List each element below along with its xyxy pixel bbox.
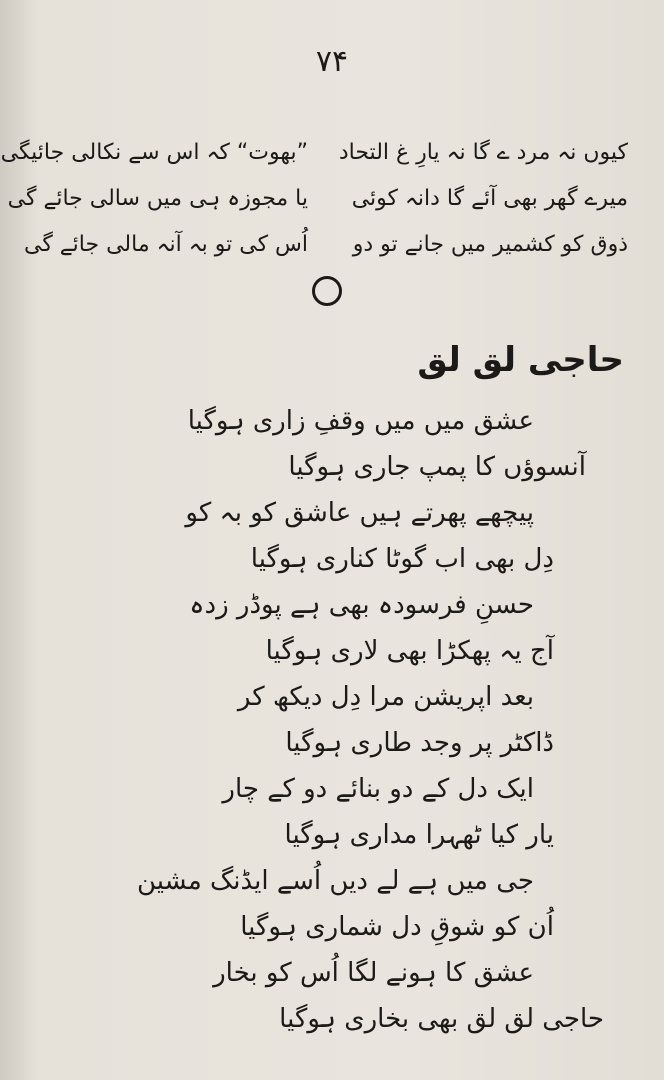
poem-line: حسنِ فرسودہ بھی ہے پوڈر زدہ [189,590,534,620]
poem-line: یار کیا ٹھہرا مداری ہوگیا [284,820,554,850]
verse-line: ذوق کو کشمیر میں جانے تو دو [352,232,628,257]
poem-line: ایک دل کے دو بنائے دو کے چار [222,774,534,804]
verse-line: کیوں نہ مرد ے گا نہ یارِ غ التحاد [338,140,628,165]
verse-line: ”بھوت“ کہ اس سے نکالی جائیگی [0,140,308,165]
poem-line: پیچھے پھرتے ہیں عاشق کو بہ کو [185,498,534,528]
top-stanza-right-column [338,130,628,268]
poem-line: عشق کا ہونے لگا اُس کو بخار [213,958,534,988]
poem-line: دِل بھی اب گوٹا کناری ہوگیا [250,544,554,574]
verse-line: یا مجوزہ ہی میں سالی جائے گی [7,186,308,211]
poem-line: آنسوؤں کا پمپ جاری ہوگیا [288,452,586,482]
poem-line: عشق میں میں وقفِ زاری ہوگیا [187,406,534,436]
poem-line: اُن کو شوقِ دل شماری ہوگیا [240,912,554,942]
poem-line: بعد اپریشن مرا دِل دیکھ کر [237,682,534,712]
poem-line: حاجی لق لق بھی بخاری ہوگیا [279,1004,604,1034]
top-stanza-left-column [0,130,308,268]
poem-line: جی میں ہے لے دیں اُسے ایڈنگ مشین [136,866,534,896]
verse-line: میرے گھر بھی آئے گا دانہ کوئی [351,186,628,211]
verse-line: اُس کی تو بہ آنہ مالی جائے گی [23,232,308,257]
poem-title: حاجی لق لق [417,340,624,380]
page-number: ۷۴ [315,44,349,79]
poem-body [0,398,664,1042]
section-divider-circle [312,276,342,306]
poem-line: ڈاکٹر پر وجد طاری ہوگیا [285,728,554,758]
poem-line: آج یہ پھکڑا بھی لاری ہوگیا [265,636,554,666]
